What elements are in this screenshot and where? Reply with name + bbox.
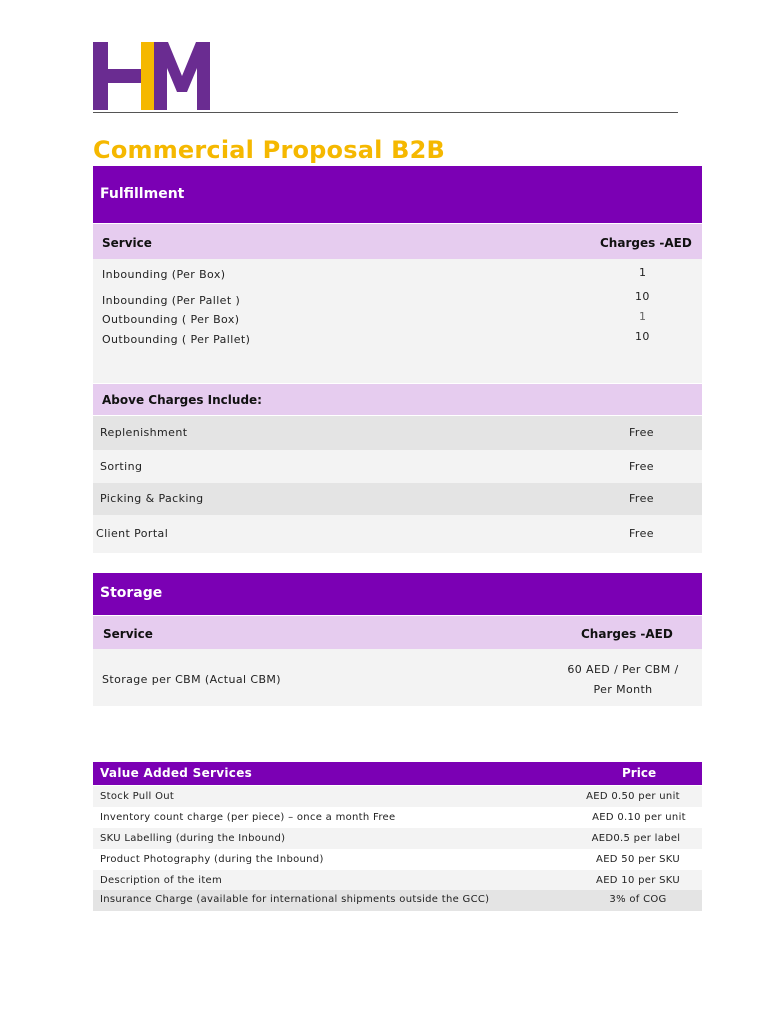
row-charge: 1 [639,266,647,279]
include-item: Sorting [100,460,143,473]
storage-header [93,573,702,615]
row-service: Outbounding ( Per Box) [102,313,240,326]
vas-service: Stock Pull Out [100,791,175,802]
include-row [93,483,702,515]
row-service: Inbounding (Per Box) [102,268,226,281]
col-service: Service [102,236,152,250]
include-price: Free [629,426,654,439]
col-service: Service [103,627,153,641]
include-item: Picking & Packing [100,492,204,505]
includes-heading: Above Charges Include: [102,393,262,407]
vas-row [93,890,702,911]
vas-price: AED0.5 per label [591,833,681,844]
header-rule [93,112,678,113]
includes-header [93,384,702,415]
storage-service: Storage per CBM (Actual CBM) [102,673,281,686]
fulfillment-heading: Fulfillment [100,186,185,202]
include-row [93,515,702,553]
vas-price: 3% of COG [609,894,667,905]
vas-service: SKU Labelling (during the Inbound) [100,833,286,844]
vas-header [93,762,702,785]
include-price: Free [629,527,654,540]
vas-row [93,870,702,890]
vas-col-service: Value Added Services [100,766,253,780]
storage-heading: Storage [100,585,163,601]
storage-column-header [93,616,702,649]
vas-service: Description of the item [100,875,223,886]
vas-service: Insurance Charge (available for international shipments outside the GCC) [100,894,490,905]
vas-row [93,786,702,807]
row-service: Inbounding (Per Pallet ) [102,294,241,307]
row-charge: 1 [639,310,647,323]
include-row [93,416,702,450]
vas-price: AED 10 per SKU [596,875,680,886]
fulfillment-rows [93,259,702,383]
storage-row [93,649,702,706]
row-charge: 10 [635,290,650,303]
vas-price: AED 0.50 per unit [586,791,680,802]
page-title: Commercial Proposal B2B [93,136,445,164]
fulfillment-column-header [93,224,702,259]
include-price: Free [629,460,654,473]
vas-row [93,807,702,828]
vas-col-price: Price [622,766,657,780]
col-charges: Charges -AED [581,627,673,641]
vas-service: Product Photography (during the Inbound) [100,854,324,865]
vas-price: AED 0.10 per unit [592,812,686,823]
include-item: Replenishment [100,426,188,439]
storage-charge-line2: Per Month [593,683,653,696]
vas-service: Inventory count charge (per piece) – once a month Free [100,812,396,823]
include-item: Client Portal [96,527,169,540]
row-charge: 10 [635,330,650,343]
vas-row [93,849,702,870]
vas-price: AED 50 per SKU [596,854,680,865]
include-row [93,450,702,483]
include-price: Free [629,492,654,505]
storage-charge-line1: 60 AED / Per CBM / [567,663,679,676]
fulfillment-header [93,166,702,223]
row-service: Outbounding ( Per Pallet) [102,333,251,346]
col-charges: Charges -AED [600,236,692,250]
vas-row [93,828,702,849]
hm-logo [93,42,211,110]
